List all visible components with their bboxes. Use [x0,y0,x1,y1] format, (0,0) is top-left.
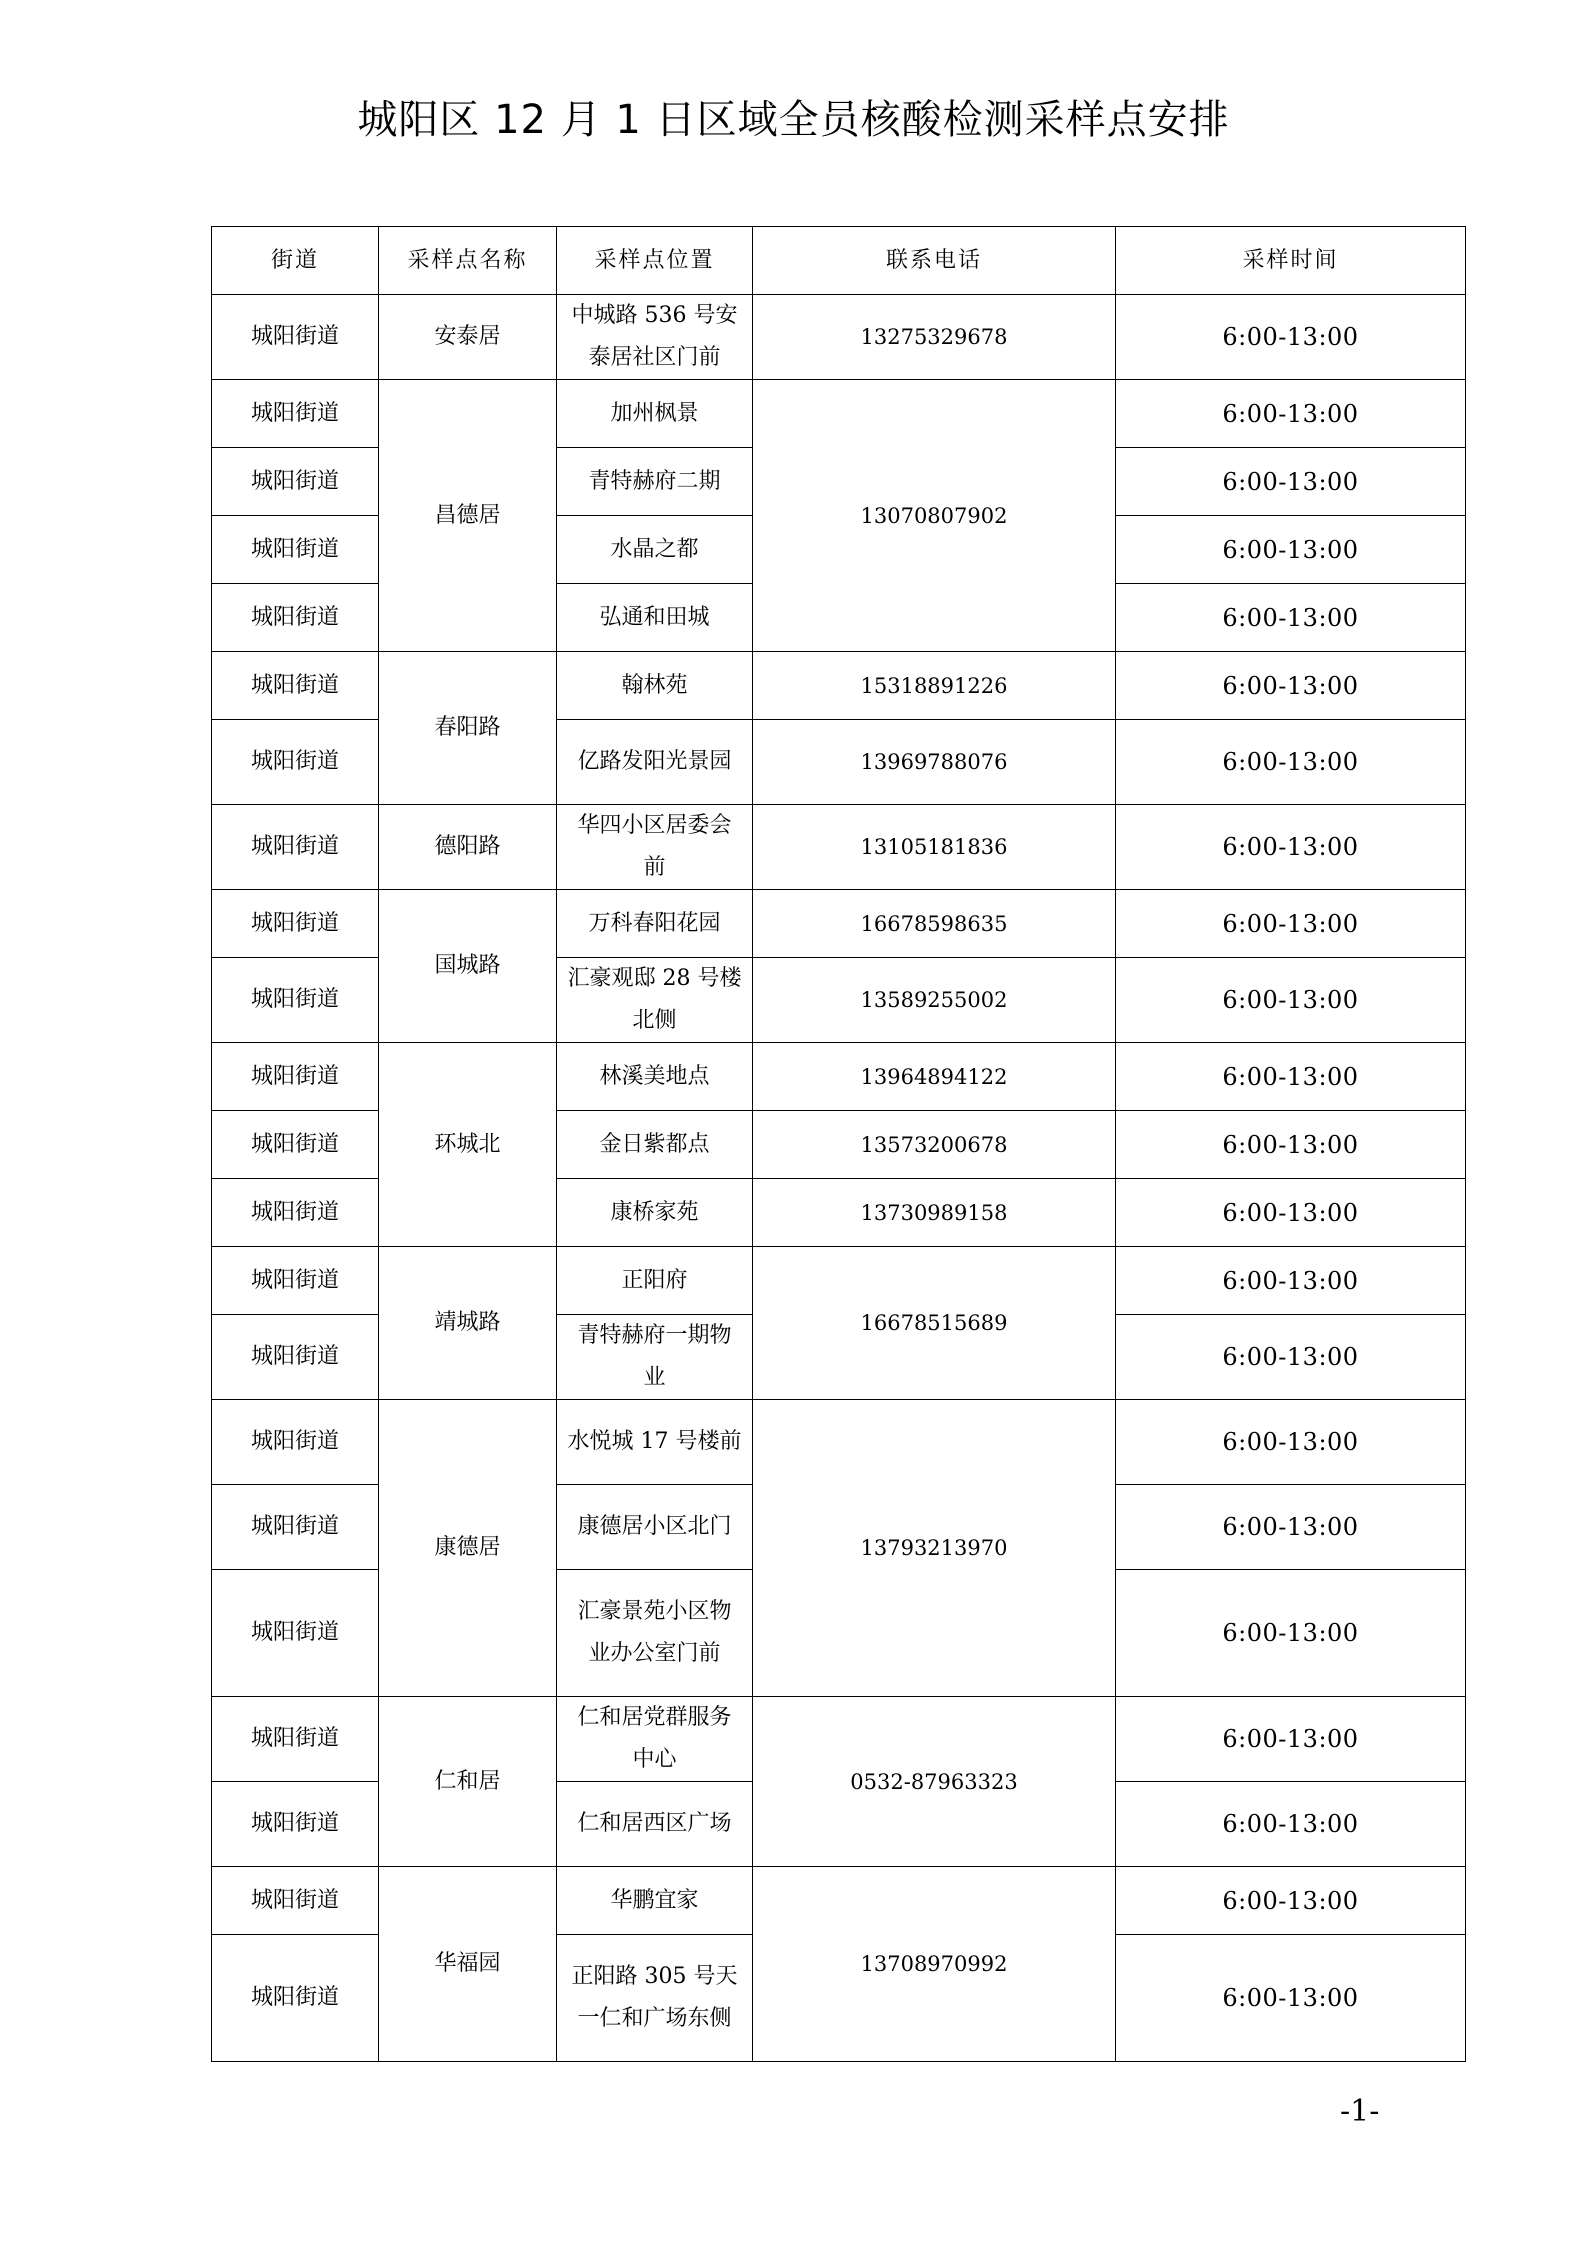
street-cell: 城阳街道 [212,1867,379,1935]
phone-cell: 0532-87963323 [753,1697,1116,1867]
street-cell: 城阳街道 [212,1697,379,1782]
location-cell: 汇豪景苑小区物业办公室门前 [557,1570,753,1697]
phone-cell: 13964894122 [753,1043,1116,1111]
site-name-cell: 康德居 [379,1400,557,1697]
location-cell: 康德居小区北门 [557,1485,753,1570]
location-cell: 亿路发阳光景园 [557,720,753,805]
site-name-cell: 昌德居 [379,380,557,652]
header-street: 街道 [212,227,379,295]
street-cell: 城阳街道 [212,1111,379,1179]
street-cell: 城阳街道 [212,720,379,805]
header-site-name: 采样点名称 [379,227,557,295]
phone-cell: 13708970992 [753,1867,1116,2062]
header-location: 采样点位置 [557,227,753,295]
location-cell: 正阳府 [557,1247,753,1315]
location-cell: 汇豪观邸 28 号楼北侧 [557,958,753,1043]
table-row [212,890,1466,958]
street-cell: 城阳街道 [212,805,379,890]
table-row [212,380,1466,448]
table-row [212,652,1466,720]
time-cell: 6:00-13:00 [1116,1485,1466,1570]
location-cell: 华四小区居委会前 [557,805,753,890]
table-row [212,1867,1466,1935]
time-cell: 6:00-13:00 [1116,1935,1466,2062]
time-cell: 6:00-13:00 [1116,1570,1466,1697]
site-name-cell: 华福园 [379,1867,557,2062]
table-row [212,1247,1466,1315]
table-row [212,1400,1466,1485]
location-cell: 林溪美地点 [557,1043,753,1111]
table-row [212,1697,1466,1782]
time-cell: 6:00-13:00 [1116,958,1466,1043]
time-cell: 6:00-13:00 [1116,890,1466,958]
location-cell: 华鹏宜家 [557,1867,753,1935]
location-cell: 仁和居党群服务中心 [557,1697,753,1782]
time-cell: 6:00-13:00 [1116,1247,1466,1315]
page-title: 城阳区 12 月 1 日区域全员核酸检测采样点安排 [357,97,1230,143]
time-cell: 6:00-13:00 [1116,1111,1466,1179]
street-cell: 城阳街道 [212,1315,379,1400]
time-cell: 6:00-13:00 [1116,720,1466,805]
header-time: 采样时间 [1116,227,1466,295]
street-cell: 城阳街道 [212,890,379,958]
table-row [212,295,1466,380]
time-cell: 6:00-13:00 [1116,1315,1466,1400]
site-name-cell: 春阳路 [379,652,557,805]
street-cell: 城阳街道 [212,1247,379,1315]
street-cell: 城阳街道 [212,584,379,652]
street-cell: 城阳街道 [212,1570,379,1697]
phone-cell: 16678515689 [753,1247,1116,1400]
phone-cell: 15318891226 [753,652,1116,720]
phone-cell: 13589255002 [753,958,1116,1043]
street-cell: 城阳街道 [212,1935,379,2062]
street-cell: 城阳街道 [212,516,379,584]
table-row [212,805,1466,890]
location-cell: 正阳路 305 号天一仁和广场东侧 [557,1935,753,2062]
sampling-schedule-table [211,226,1466,2062]
phone-cell: 13730989158 [753,1179,1116,1247]
phone-cell: 13070807902 [753,380,1116,652]
header-phone: 联系电话 [753,227,1116,295]
table-header-row [212,227,1466,295]
phone-cell: 13793213970 [753,1400,1116,1697]
page-number: -1- [1340,2094,1380,2129]
phone-cell: 13105181836 [753,805,1116,890]
location-cell: 加州枫景 [557,380,753,448]
time-cell: 6:00-13:00 [1116,380,1466,448]
time-cell: 6:00-13:00 [1116,516,1466,584]
street-cell: 城阳街道 [212,1485,379,1570]
site-name-cell: 德阳路 [379,805,557,890]
phone-cell: 13275329678 [753,295,1116,380]
location-cell: 万科春阳花园 [557,890,753,958]
time-cell: 6:00-13:00 [1116,805,1466,890]
street-cell: 城阳街道 [212,448,379,516]
time-cell: 6:00-13:00 [1116,448,1466,516]
location-cell: 青特赫府二期 [557,448,753,516]
time-cell: 6:00-13:00 [1116,1782,1466,1867]
time-cell: 6:00-13:00 [1116,1697,1466,1782]
site-name-cell: 环城北 [379,1043,557,1247]
location-cell: 中城路 536 号安泰居社区门前 [557,295,753,380]
site-name-cell: 仁和居 [379,1697,557,1867]
street-cell: 城阳街道 [212,1179,379,1247]
site-name-cell: 国城路 [379,890,557,1043]
phone-cell: 13573200678 [753,1111,1116,1179]
street-cell: 城阳街道 [212,1400,379,1485]
site-name-cell: 安泰居 [379,295,557,380]
street-cell: 城阳街道 [212,1043,379,1111]
street-cell: 城阳街道 [212,380,379,448]
phone-cell: 16678598635 [753,890,1116,958]
location-cell: 金日紫都点 [557,1111,753,1179]
location-cell: 弘通和田城 [557,584,753,652]
location-cell: 仁和居西区广场 [557,1782,753,1867]
time-cell: 6:00-13:00 [1116,584,1466,652]
time-cell: 6:00-13:00 [1116,1043,1466,1111]
location-cell: 青特赫府一期物业 [557,1315,753,1400]
street-cell: 城阳街道 [212,1782,379,1867]
site-name-cell: 靖城路 [379,1247,557,1400]
phone-cell: 13969788076 [753,720,1116,805]
table-row [212,1043,1466,1111]
location-cell: 康桥家苑 [557,1179,753,1247]
street-cell: 城阳街道 [212,295,379,380]
street-cell: 城阳街道 [212,652,379,720]
time-cell: 6:00-13:00 [1116,295,1466,380]
location-cell: 翰林苑 [557,652,753,720]
street-cell: 城阳街道 [212,958,379,1043]
location-cell: 水悦城 17 号楼前 [557,1400,753,1485]
time-cell: 6:00-13:00 [1116,652,1466,720]
time-cell: 6:00-13:00 [1116,1867,1466,1935]
time-cell: 6:00-13:00 [1116,1400,1466,1485]
location-cell: 水晶之都 [557,516,753,584]
time-cell: 6:00-13:00 [1116,1179,1466,1247]
